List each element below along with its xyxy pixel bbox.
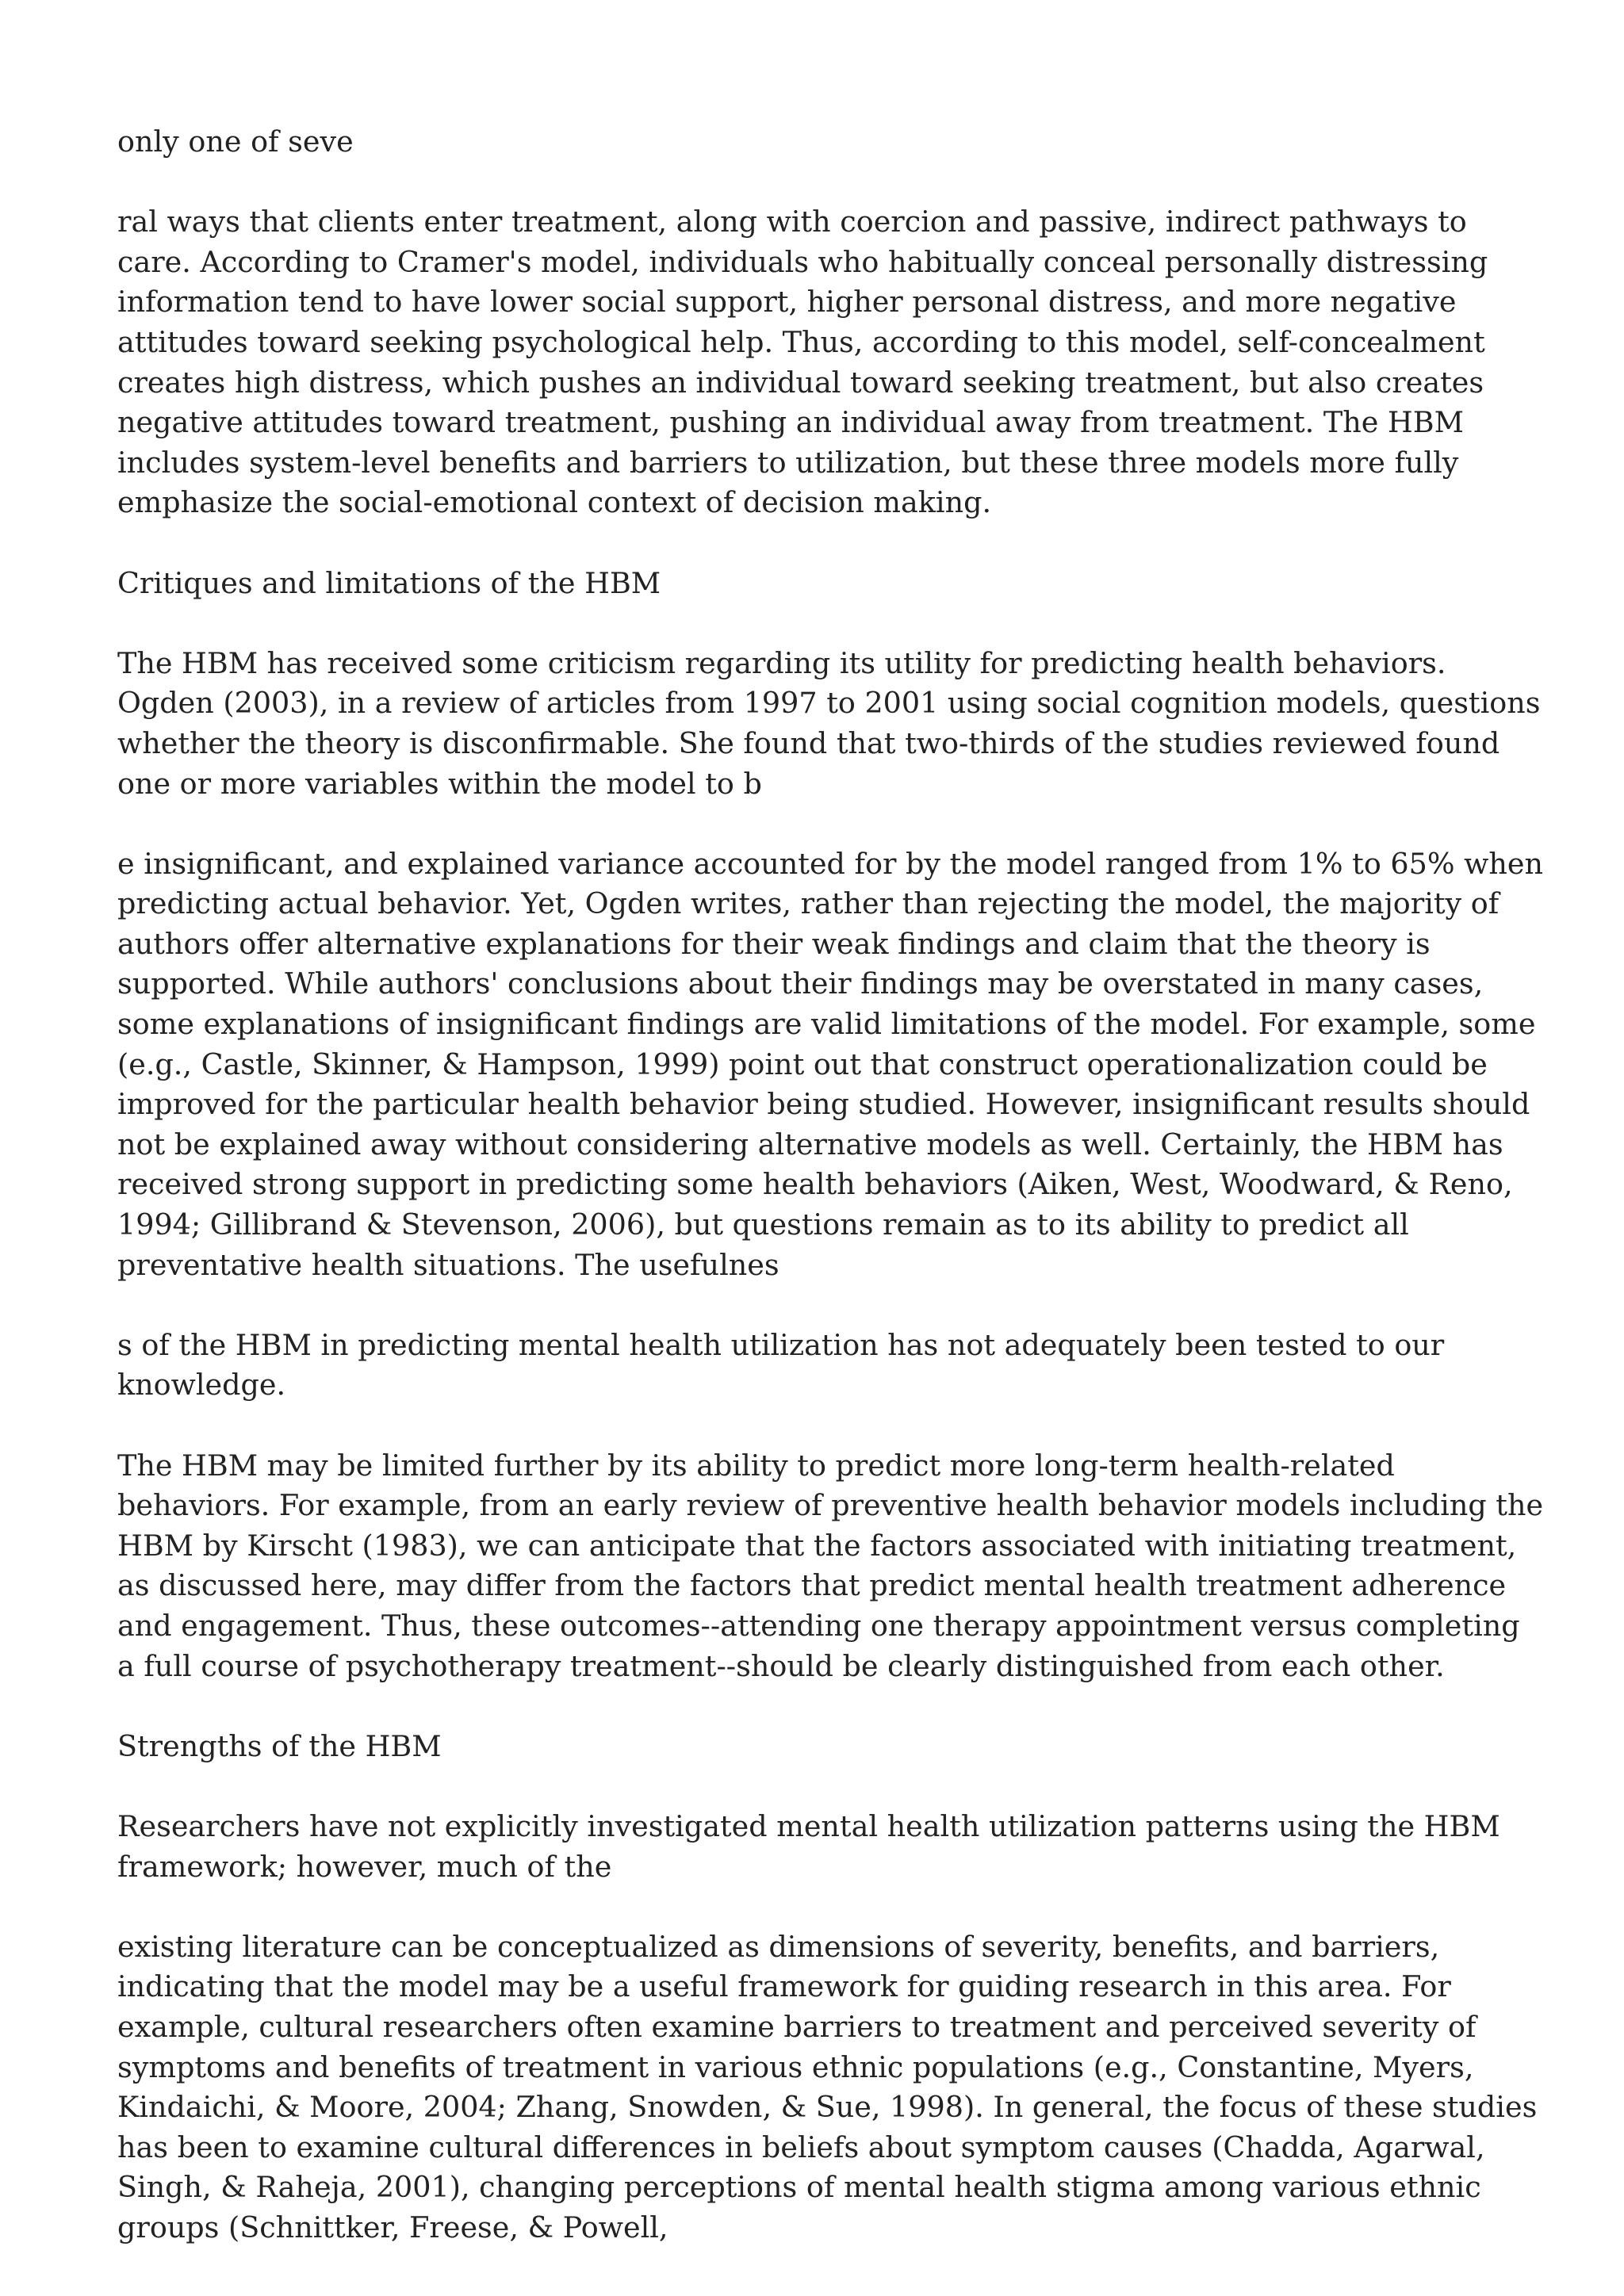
paragraph-cramer-model: ral ways that clients enter treatment, along with coercion and passive, indirect pathways to care. According to Cramer's model, individuals who habitually conceal personally distressing information tend to have lower social support, higher personal distress, and more negative attitudes toward seeking psychological help. Thus, according to this model, self-concealment creates high distress, which pushes an individual toward seeking treatment, but also creates negative attitudes toward treatment, pushing an individual away from treatment. The HBM includes system-level benefits and barriers to utilization, but these three models more fully emphasize the social-emotional context of decision making. (117, 205, 1488, 520)
document-page (117, 122, 1545, 2248)
paragraph-fragment-intro: only one of seve (117, 124, 354, 159)
paragraph-researchers-fragment: Researchers have not explicitly investigated mental health utilization patterns using the HBM framework; however, much of the (117, 1808, 1500, 1884)
section-heading-strengths: Strengths of the HBM (117, 1728, 442, 1763)
paragraph-long-term-behaviors: The HBM may be limited further by its ability to predict more long-term health-related behaviors. For example, from an early review of preventive health behavior models including the HBM by Kirscht (1983), we can anticipate that the factors associated with initiating treatment, as discussed here, may differ from the factors that predict mental health treatment adherence and engagement. Thus, these outcomes--attending one therapy appointment versus completing a full course of psychotherapy treatment--should be clearly distinguished from each other. (117, 1448, 1544, 1683)
paragraph-explained-variance: e insignificant, and explained variance accounted for by the model ranged from 1% to 65% when predicting actual behavior. Yet, Ogden writes, rather than rejecting the model, the majority of authors offer alternative explanations for their weak findings and claim that the theory is supported. While authors' conclusions about their findings may be overstated in many cases, some explanations of insignificant findings are valid limitations of the model. For example, some (e.g., Castle, Skinner, & Hampson, 1999) point out that construct operationalization could be improved for the particular health behavior being studied. However, insignificant results should not be explained away without considering alternative models as well. Certainly, the HBM has received strong support in predicting some health behaviors (Aiken, West, Woodward, & Reno, 1994; Gillibrand & Stevenson, 2006), but questions remain as to its ability to predict all preventative health situations. The usefulnes (117, 846, 1543, 1282)
paragraph-existing-literature: existing literature can be conceptualized as dimensions of severity, benefits, and barriers, indicating that the model may be a useful framework for guiding research in this area. For example, cultural researchers often examine barriers to treatment and perceived severity of symptoms and benefits of treatment in various ethnic populations (e.g., Constantine, Myers, Kindaichi, & Moore, 2004; Zhang, Snowden, & Sue, 1998). In general, the focus of these studies has been to examine cultural differences in beliefs about symptom causes (Chadda, Agarwal, Singh, & Raheja, 2001), changing perceptions of mental health stigma among various ethnic groups (Schnittker, Freese, & Powell, (117, 1929, 1538, 2244)
paragraph-ogden-review: The HBM has received some criticism regarding its utility for predicting health behaviors. Ogden (2003), in a review of articles from 1997 to 2001 using social cognition models, questions whether the theory is disconfirmable. She found that two-thirds of the studies reviewed found one or more variables within the model to b (117, 645, 1541, 801)
section-heading-critiques: Critiques and limitations of the HBM (117, 565, 661, 600)
paragraph-usefulness-fragment: s of the HBM in predicting mental health utilization has not adequately been tested to our knowledge. (117, 1327, 1445, 1402)
